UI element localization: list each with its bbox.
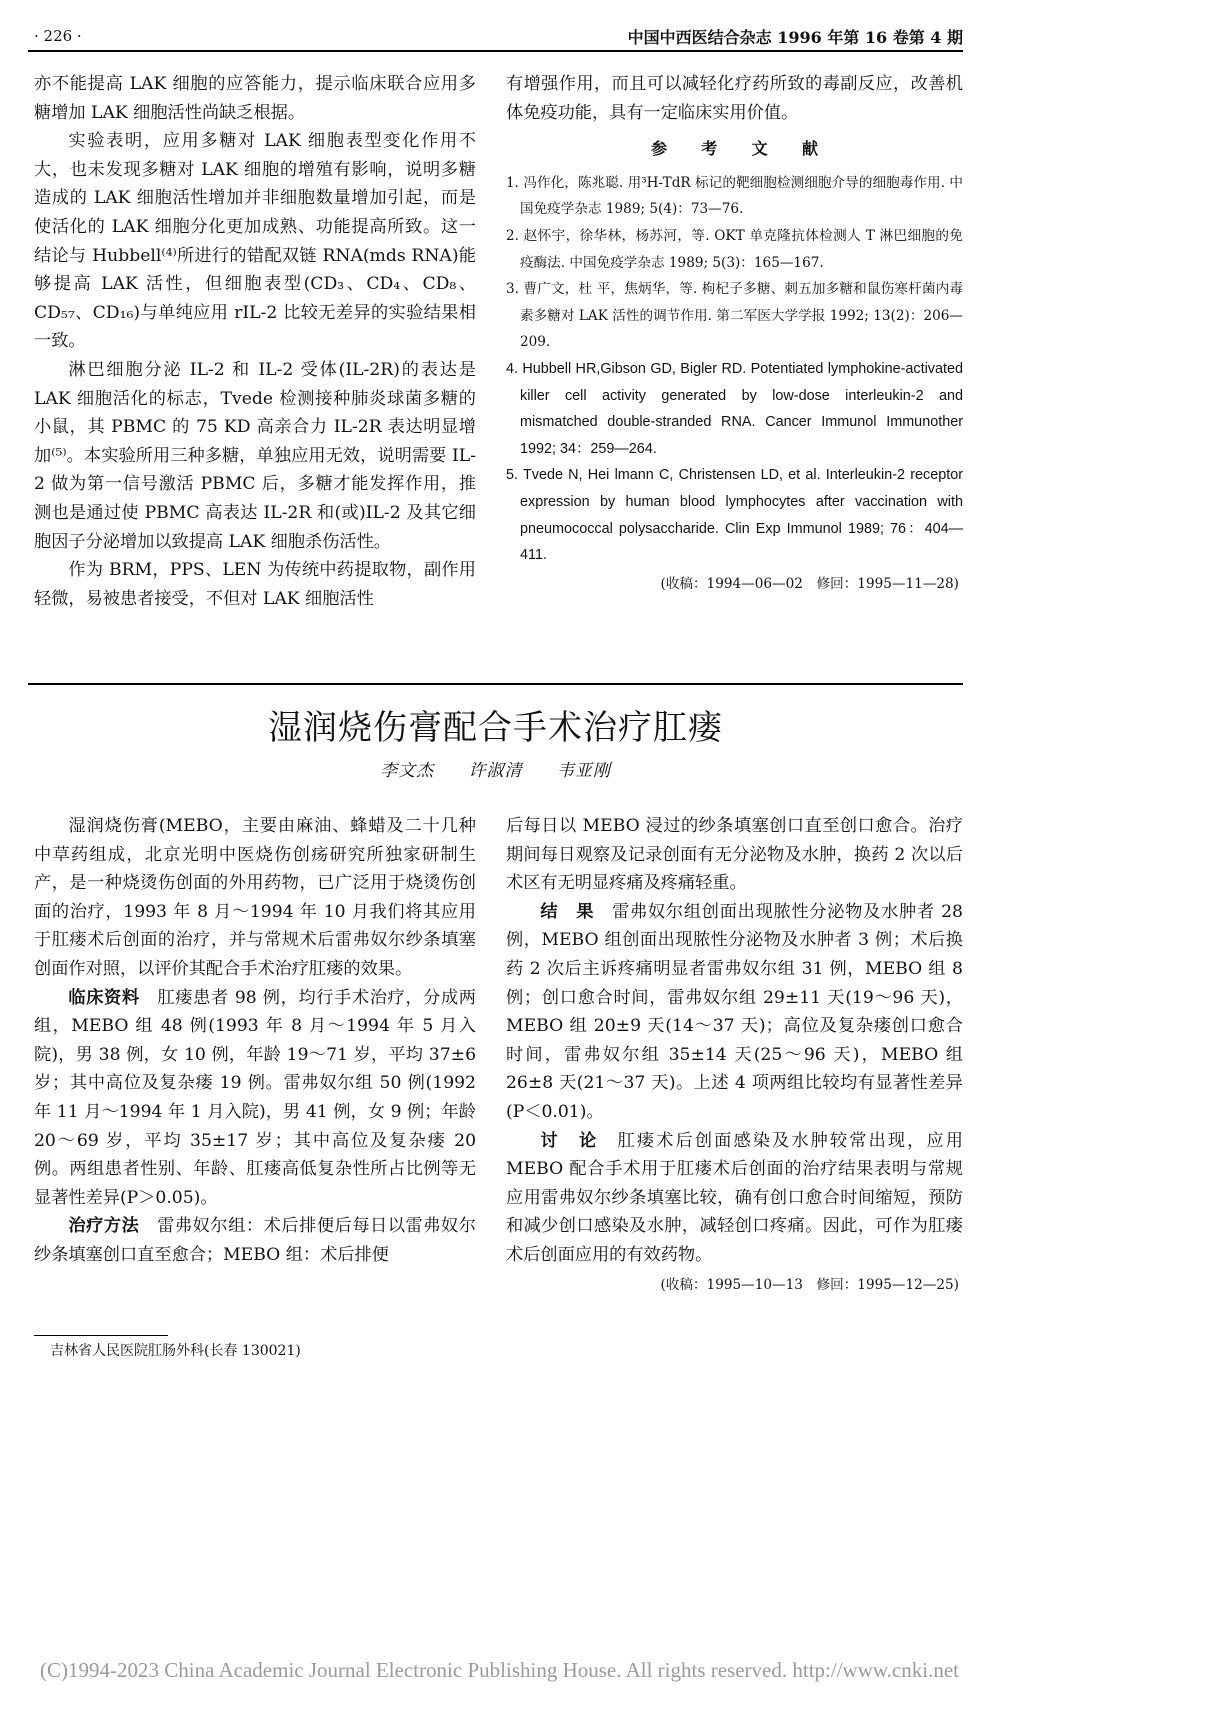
footnote-rule (34, 1335, 168, 1336)
references-title: 参 考 文 献 (650, 139, 833, 159)
copyright-watermark: (C)1994-2023 China Academic Journal Electronic Publishing House. All rights reserved. http://www.cnki.net (40, 1658, 959, 1682)
article-right-column (506, 812, 963, 1298)
section-lead: 结 果 (540, 901, 595, 922)
paragraph: 淋巴细胞分泌 IL-2 和 IL-2 受体(IL-2R)的表达是 LAK 细胞活化的标志，Tvede 检测接种肺炎球菌多糖的小鼠，其 PBMC 的 75 KD 高亲合力 IL-2R 表达明显增加⁽⁵⁾。本实验所用三种多糖，单独应用无效，说明需要 IL-2 做为第一信号激活 PBMC 后，多糖才能发挥作用，推测也是通过使 PBMC 高表达 IL-2R 和(或)IL-2 及其它细胞因子分泌增加以致提高 LAK 细胞杀伤活性。 (34, 359, 476, 552)
article-title: 湿润烧伤膏配合手术治疗肛瘘 (268, 708, 723, 748)
paragraph: 实验表明，应用多糖对 LAK 细胞表型变化作用不大，也未发现多糖对 LAK 细胞的增殖有影响，说明多糖造成的 LAK 细胞活性增加并非细胞数量增加引起，而是使活化的 LAK 细胞分化更加成熟、功能提高所致。这一结论与 Hubbell⁽⁴⁾所进行的错配双链 RNA(mds RNA)能够提高 LAK 活性，但细胞表型(CD₃、CD₄、CD₈、CD₅₇、CD₁₆)与单纯应用 rIL-2 比较无差异的实验结果相一致。 (34, 131, 476, 352)
paragraph: 亦不能提高 LAK 细胞的应答能力，提示临床联合应用多糖增加 LAK 细胞活性尚缺乏根据。 (34, 74, 476, 123)
paragraph (506, 1127, 963, 1270)
reference-item: 2. 赵怀宇，徐华林，杨苏河，等. OKT 单克隆抗体检测人 T 淋巴细胞的免疫酶法. 中国免疫学杂志 1989; 5(3)：165—167. (506, 227, 963, 271)
reference-item: 1. 冯作化，陈兆聪. 用³H-TdR 标记的靶细胞检测细胞介导的细胞毒作用. 中国免疫学杂志 1989; 5(4)：73—76. (506, 174, 963, 218)
paragraph (34, 1212, 476, 1269)
paragraph (506, 812, 963, 898)
section-lead: 临床资料 (68, 987, 140, 1008)
paragraph-text: 雷弗奴尔组：术后排便后每日以雷弗奴尔纱条填塞创口直至愈合；MEBO 组：术后排便 (34, 1216, 476, 1265)
paragraph-text: 雷弗奴尔组创面出现脓性分泌物及水肿者 28 例，MEBO 组创面出现脓性分泌物及水肿者 3 例；术后换药 2 次后主诉疼痛明显者雷弗奴尔组 31 例，MEBO 组 8 例；创口愈合时间，雷弗奴尔组 29±11 天(19～96 天)，MEBO 组 20±9 天(14～37 天)；高位及复杂瘘创口愈合时间，雷弗奴尔组 35±14 天(25～96 天)，MEBO 组 26±8 天(21～37 天)。上述 4 项两组比较均有显著性差异(P＜0.01)。 (506, 901, 963, 1122)
received-date: (收稿：1995—10—13 修回：1995—12—25) (660, 1276, 959, 1293)
reference-item: 4. Hubbell HR,Gibson GD, Bigler RD. Potentiated lymphokine-activated killer cell activity generated by low-dose interleukin-2 and mismatched double-stranded RNA. Cancer Immunol Immunother 1992; 34：259—264. (506, 360, 963, 457)
journal-header: 中国中西医结合杂志 1996 年第 16 卷第 4 期 (627, 28, 963, 47)
paragraph-text: 后每日以 MEBO 浸过的纱条填塞创口直至创口愈合。治疗期间每日观察及记录创面有无分泌物及水肿，换药 2 次以后术区有无明显疼痛及疼痛轻重。 (506, 816, 963, 894)
received-date: (收稿：1994—06—02 修回：1995—11—28) (660, 575, 959, 592)
author-list (28, 756, 963, 781)
paragraph-text: 湿润烧伤膏(MEBO，主要由麻油、蜂蜡及二十几种中草药组成，北京光明中医烧伤创疡研究所独家研制生产，是一种烧烫伤创面的外用药物，已广泛用于烧烫伤创面的治疗，1993 年 8 月～1994 年 10 月我们将其应用于肛瘘术后创面的治疗，并与常规术后雷弗奴尔纱条填塞创面作对照，以评价其配合手术治疗肛瘘的效果。 (34, 816, 476, 979)
section-rule (28, 683, 963, 685)
author: 韦亚刚 (556, 761, 611, 781)
article-left-column (34, 812, 476, 1270)
prev-article-left-column (34, 70, 476, 613)
paragraph-text: 肛瘘术后创面感染及水肿较常出现，应用 MEBO 配合手术用于肛瘘术后创面的治疗结果表明与常规应用雷弗奴尔纱条填塞比较，确有创口愈合时间缩短，预防和减少创口感染及水肿，减轻创口疼痛。因此，可作为肛瘘术后创面应用的有效药物。 (506, 1130, 963, 1265)
reference-item: 5. Tvede N, Hei lmann C, Christensen LD, et al. Interleukin-2 receptor expression by human blood lymphocytes after vaccination with pneumococcal polysaccharide. Clin Exp Immunol 1989; 76：404—411. (506, 467, 963, 564)
author-affiliation: 吉林省人民医院肛肠外科(长春 130021) (50, 1343, 301, 1359)
reference-item: 3. 曹广文，杜 平，焦炳华，等. 枸杞子多糖、刺五加多糖和鼠伤寒杆菌内毒素多糖对 LAK 活性的调节作用. 第二军医大学学报 1992; 13(2)：206—209. (506, 281, 963, 351)
paragraph: 有增强作用，而且可以减轻化疗药所致的毒副反应，改善机体免疫功能，具有一定临床实用价值。 (506, 74, 963, 123)
paragraph-text: 肛瘘患者 98 例，均行手术治疗，分成两组，MEBO 组 48 例(1993 年 8 月～1994 年 5 月入院)，男 38 例，女 10 例，年龄 19～71 岁，平均 37±6 岁；其中高位及复杂瘘 19 例。雷弗奴尔组 50 例(1992 年 11 月～1994 年 1 月入院)，男 41 例，女 9 例；年龄 20～69 岁，平均 35±17 岁；其中高位及复杂瘘 20 例。两组患者性别、年龄、肛瘘高低复杂性所占比例等无显著性差异(P＞0.05)。 (34, 987, 476, 1208)
paragraph (506, 898, 963, 1127)
paragraph (34, 984, 476, 1213)
paragraph (34, 812, 476, 984)
author: 李文杰 (380, 761, 435, 781)
section-lead: 治疗方法 (68, 1216, 140, 1237)
prev-article-right-column (506, 70, 963, 597)
page-number: · 226 · (34, 27, 82, 45)
section-lead: 讨 论 (540, 1130, 599, 1151)
header-rule (28, 50, 963, 52)
paragraph: 作为 BRM，PPS、LEN 为传统中药提取物，副作用轻微，易被患者接受，不但对 LAK 细胞活性 (34, 560, 476, 609)
author: 许淑清 (468, 761, 523, 781)
